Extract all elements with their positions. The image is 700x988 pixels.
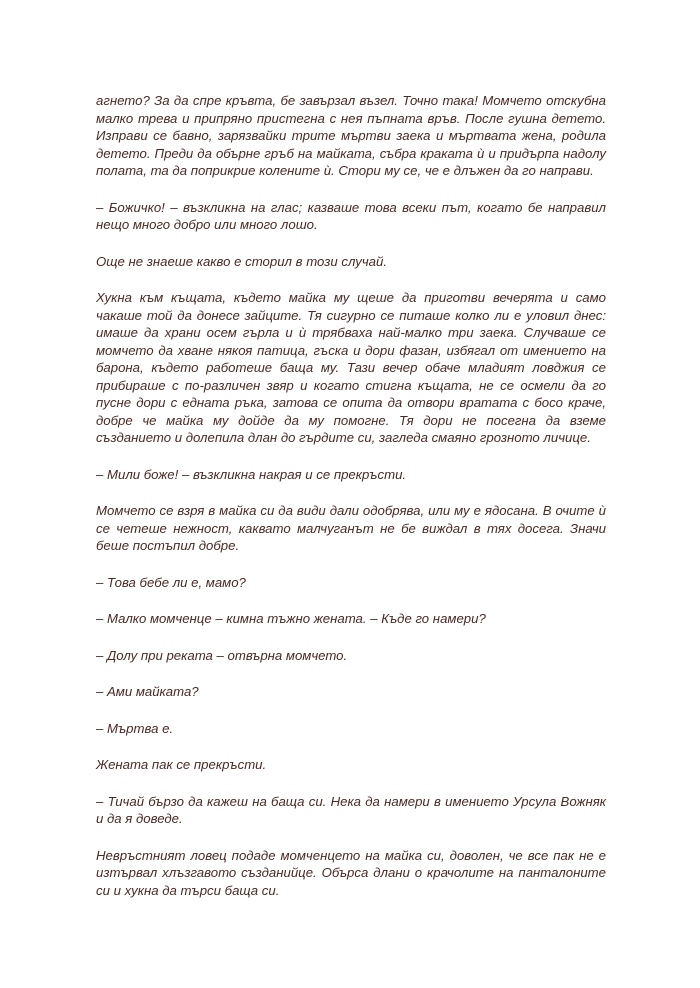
paragraph: – Мъртва е.	[96, 720, 174, 736]
paragraph: Още не знаеше какво е сторил в този случай.	[96, 253, 387, 269]
paragraph: – Малко момченце – кимна тъжно жената. – Къде го намери?	[96, 611, 486, 626]
paragraph: – Това бебе ли е, мамо?	[96, 574, 246, 590]
paragraph: агнето? За да спре кръвта, бе завързал възел. Точно така! Момчето отскубна малко трева и припряно пристегна с нея пъпната връв. После гушна детето. Изправи се бавно, зарязвайки трите мъртви заека и мъртвата жена, родила детето. Преди да обърне гръб на майката, събра краката ѝ и придърпа надолу полата, та да поприкрие колените ѝ. Стори му се, че е длъжен да го направи.	[96, 93, 606, 178]
paragraph: – Тичай бързо да кажеш на баща си. Нека да намери в имението Урсула Вожняк и да я доведе.	[96, 793, 606, 826]
paragraph: Жената пак се прекръсти.	[96, 757, 267, 772]
paragraph: – Долу при реката – отвърна момчето.	[96, 647, 348, 663]
document-page	[96, 92, 606, 899]
paragraph: Момчето се взря в майка си да види дали одобрява, или му е ядосана. В очите ѝ се четеше нежност, каквато малчуганът не бе виждал в тях досега. Значи беше постъпил добре.	[96, 503, 606, 553]
paragraph: – Мили боже! – възкликна накрая и се прекръсти.	[96, 466, 407, 482]
paragraph: Хукна към къщата, където майка му щеше да приготви вечерята и само чакаше той да донесе зайците. Тя сигурно се питаше колко ли е уловил днес: имаше да храни осем гърла и ѝ трябваха най-малко три заека. Случваше се момчето да хване някоя патица, гъска и дори фазан, избягал от имението на барона, където работеше баща му. Тази вечер обаче младият ловджия се прибираше с по-различен звяр и когато стигна къщата, не се осмели да го пусне дори с едната ръка, затова се опита да отвори вратата с босо краче, добре че майка му дойде да му помогне. Тя дори не посегна да вземе създанието и долепила длан до гърдите си, загледа смаяно грозното личице.	[96, 290, 606, 445]
paragraph: – Божичко! – възкликна на глас; казваше това всеки път, когато бе направил нещо много добро или много лошо.	[96, 199, 606, 232]
paragraph: – Ами майката?	[96, 684, 199, 699]
paragraph: Невръстният ловец подаде момченцето на майка си, доволен, че все пак не е изтървал хлъзгавото създанийце. Обърса длани о крачолите на панталоните си и хукна да търси баща си.	[96, 847, 606, 898]
